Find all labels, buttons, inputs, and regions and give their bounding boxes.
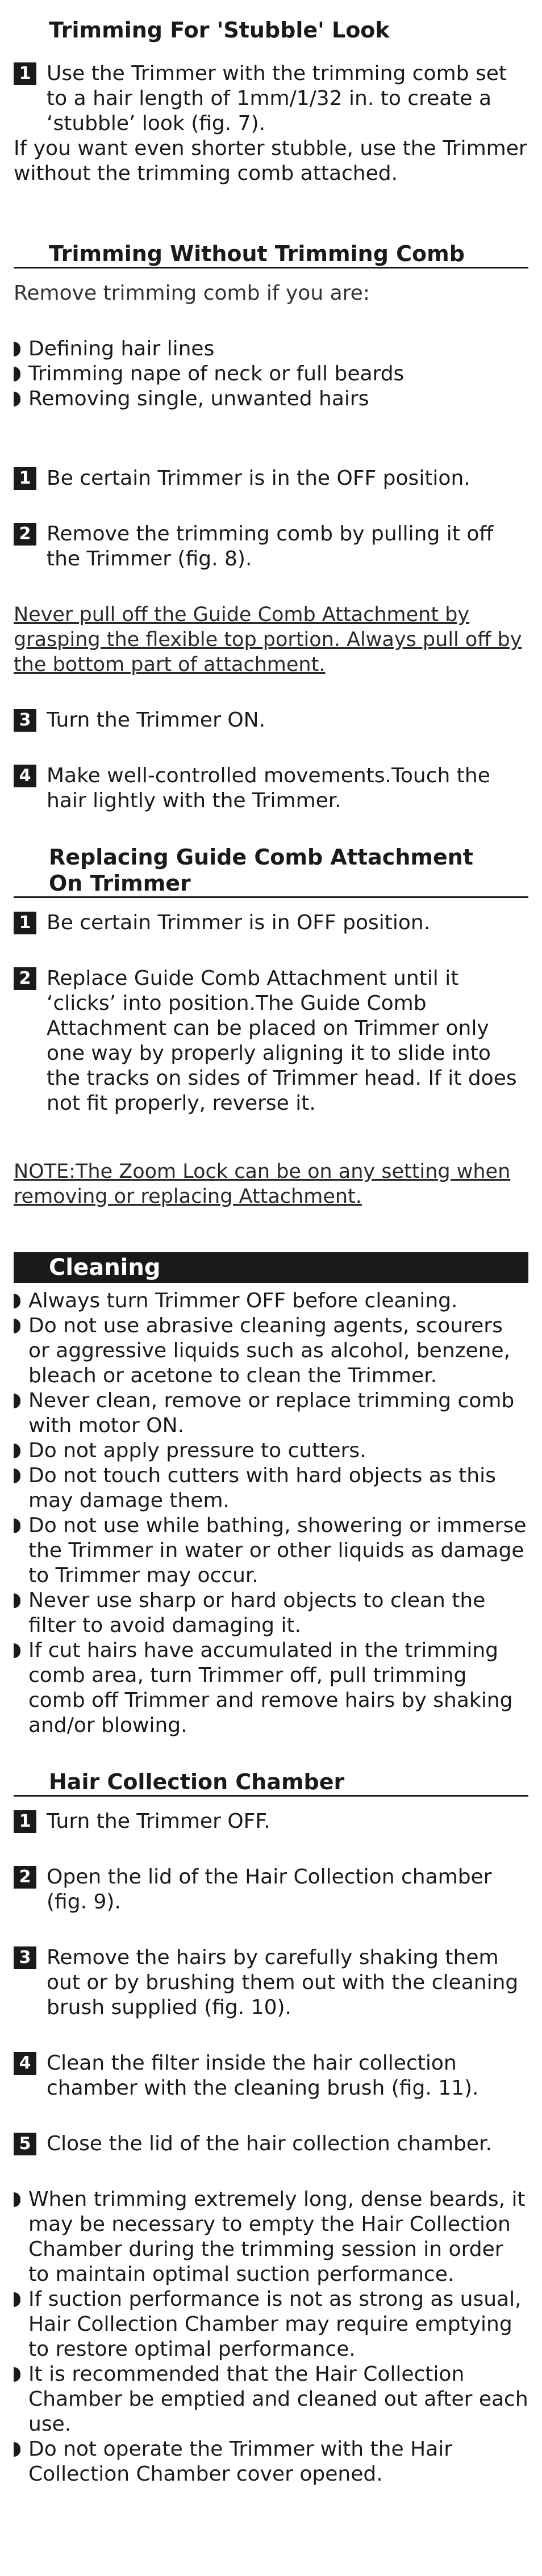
without-comb-step-4 [14,763,528,813]
list-item: Always turn Trimmer OFF before cleaning. [14,1289,528,1314]
bullet-icon [14,1394,20,1408]
step-number: 3 [14,1946,36,1969]
step-text: Be certain Trimmer is in OFF position. [47,911,431,934]
bullet-icon [14,1444,20,1458]
step-number: 2 [14,523,36,546]
step-number: 1 [14,912,36,934]
manual-page [14,0,528,2487]
step-text: Close the lid of the hair collection chamber. [47,2132,492,2155]
without-comb-intro: Remove trimming comb if you are: [14,282,370,305]
step-text: Turn the Trimmer ON. [47,708,266,732]
hair-chamber-step-3 [14,1945,528,2020]
list-item: Do not apply pressure to cutters. [14,1438,528,1463]
stubble-note: If you want even shorter stubble, use the Trimmer without the trimming comb attached. [14,137,527,185]
without-comb-heading: Trimming Without Trimming Comb [49,241,465,266]
step-text: Open the lid of the Hair Collection chamber (fig. 9). [47,1865,492,1914]
replacing-heading-line-2: On Trimmer [49,871,191,896]
hair-chamber-heading: Hair Collection Chamber [49,1769,345,1794]
stubble-heading: Trimming For 'Stubble' Look [49,18,390,43]
step-text: Use the Trimmer with the trimming comb set to a hair length of 1mm/1/32 in. to create a ‘stubble’ look (fig. 7). [47,62,507,135]
without-comb-step-2 [14,522,528,572]
step-number: 1 [14,62,36,85]
bullet-icon [14,2442,20,2457]
hair-chamber-step-5 [14,2132,528,2157]
bullet-icon [14,392,20,406]
replacing-step-1 [14,911,528,935]
step-text: Turn the Trimmer OFF. [47,1810,270,1833]
without-comb-bullets [14,337,528,412]
stubble-step-1 [14,61,528,136]
step-number: 4 [14,765,36,787]
list-item: Never use sharp or hard objects to clean the filter to avoid damaging it. [14,1588,528,1638]
list-item: It is recommended that the Hair Collection Chamber be emptied and cleaned out after each use. [14,2362,528,2437]
replacing-heading [14,844,528,896]
replacing-step-2 [14,966,528,1116]
step-number: 1 [14,467,36,490]
list-item: If cut hairs have accumulated in the trimming comb area, turn Trimmer off, pull trimming comb off Trimmer and remove hairs by shaking and/or blowing. [14,1638,528,1738]
bullet-icon [14,367,20,381]
hair-chamber-step-2 [14,1865,528,1915]
step-number: 4 [14,2052,36,2075]
section-divider [14,267,528,268]
bullet-icon [14,1319,20,1333]
list-item: Defining hair lines [14,337,528,362]
step-number: 2 [14,967,36,990]
bullet-icon [14,2367,20,2382]
step-text: Remove the hairs by carefully shaking them out or by brushing them out with the cleaning brush supplied (fig. 10). [47,1946,519,2019]
without-comb-step-3 [14,708,528,733]
bullet-icon [14,1593,20,1608]
replacing-heading-line-1: Replacing Guide Comb Attachment [49,845,473,870]
list-item: Trimming nape of neck or full beards [14,362,528,387]
step-text: Be certain Trimmer is in the OFF position. [47,467,470,490]
list-item: Removing single, unwanted hairs [14,387,528,412]
list-item: When trimming extremely long, dense beards, it may be necessary to empty the Hair Collection Chamber during the trimming session in order to maintain optimal suction performance. [14,2187,528,2287]
step-text: Replace Guide Comb Attachment until it ‘clicks’ into position.The Guide Comb Attachment can be placed on Trimmer only one way by properly aligning it to slide into the tracks on sides of Trimmer head. If it does not fit properly, reverse it. [47,967,517,1115]
step-text: Clean the filter inside the hair collection chamber with the cleaning brush (fig. 11). [47,2051,479,2100]
hair-chamber-step-4 [14,2051,528,2101]
cleaning-bullets [14,1289,528,1738]
hair-chamber-step-1 [14,1809,528,1834]
without-comb-step-1 [14,466,528,491]
bullet-icon [14,1469,20,1483]
step-number: 5 [14,2133,36,2155]
list-item: If suction performance is not as strong as usual, Hair Collection Chamber may require emptying to restore optimal performance. [14,2287,528,2362]
step-text: Make well-controlled movements.Touch the hair lightly with the Trimmer. [47,764,490,812]
step-number: 2 [14,1866,36,1889]
bullet-icon [14,1518,20,1533]
list-item: Never clean, remove or replace trimming comb with motor ON. [14,1388,528,1438]
bullet-icon [14,342,20,356]
zoom-lock-note: NOTE:The Zoom Lock can be on any setting when removing or replacing Attachment. [14,1160,511,1208]
list-item: Do not use abrasive cleaning agents, scourers or aggressive liquids such as alcohol, benzene, bleach or acetone to clean the Trimmer. [14,1314,528,1388]
list-item: Do not touch cutters with hard objects as this may damage them. [14,1463,528,1513]
bullet-icon [14,2192,20,2207]
list-item: Do not operate the Trimmer with the Hair Collection Chamber cover opened. [14,2437,528,2487]
list-item: Do not use while bathing, showering or immerse the Trimmer in water or other liquids as damage to Trimmer may occur. [14,1513,528,1588]
step-number: 3 [14,709,36,732]
comb-removal-warning: Never pull off the Guide Comb Attachment by grasping the flexible top portion. Always pull off by the bottom part of attachment. [14,603,522,676]
section-divider [14,1795,528,1797]
step-number: 1 [14,1810,36,1833]
hair-chamber-bullets [14,2187,528,2487]
cleaning-heading: Cleaning [14,1252,528,1283]
bullet-icon [14,2292,20,2307]
section-divider [14,896,528,898]
bullet-icon [14,1294,20,1308]
bullet-icon [14,1643,20,1658]
step-text: Remove the trimming comb by pulling it off the Trimmer (fig. 8). [47,522,494,570]
